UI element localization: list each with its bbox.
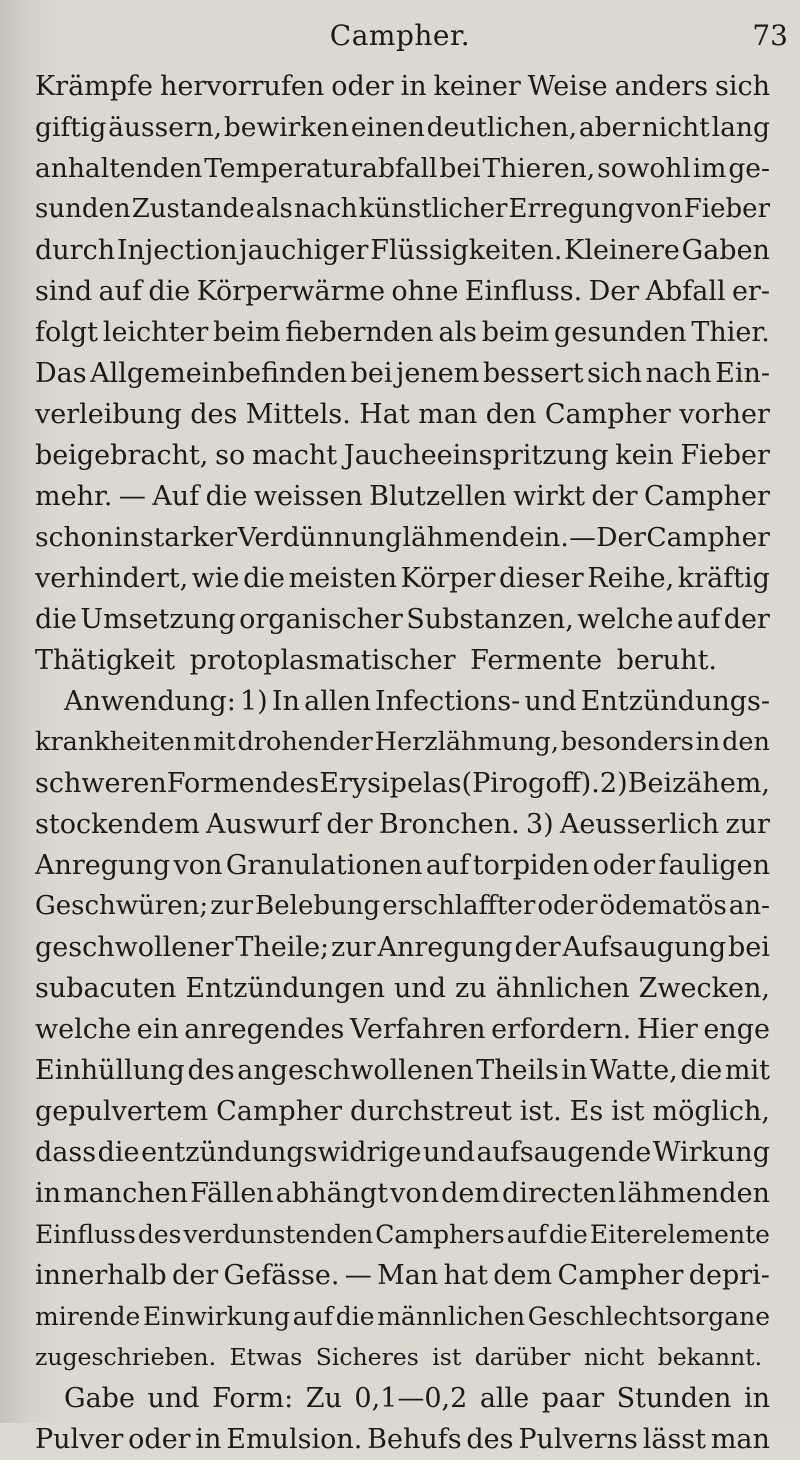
word: wirkt <box>513 481 585 512</box>
text-line <box>35 1214 770 1255</box>
word: er- <box>731 276 770 307</box>
word: die <box>335 1302 375 1331</box>
word: Zu <box>305 1383 342 1414</box>
word: macht <box>252 440 338 471</box>
text-line <box>35 517 770 558</box>
word: in <box>695 727 721 757</box>
word: kräftig <box>677 563 770 594</box>
text-line <box>35 271 770 312</box>
word: sind <box>35 276 93 307</box>
word: bei <box>728 932 770 963</box>
text-line <box>35 845 770 886</box>
word: Ein- <box>715 358 770 389</box>
text-line <box>35 1255 770 1296</box>
word: dass <box>35 1137 97 1168</box>
word: Aufsaugung <box>562 932 727 963</box>
word: verdunstenden <box>183 1220 374 1249</box>
word: Auf <box>152 481 200 512</box>
word: paar <box>541 1383 605 1414</box>
word: erschlaffter <box>382 891 536 921</box>
word: entzündungswidrige <box>141 1137 422 1168</box>
word: Man <box>377 1260 439 1291</box>
word: Hier <box>636 1014 698 1045</box>
text-line <box>35 148 770 189</box>
word: aufsaugende <box>476 1137 652 1168</box>
word: allen <box>304 686 371 717</box>
word: ähnlichen <box>495 973 630 1004</box>
text-line: Thätigkeit protoplasmatischer Fermente beruht. <box>35 645 718 676</box>
word: in <box>743 1383 770 1414</box>
word: ge- <box>728 153 770 184</box>
word: — <box>344 1260 372 1291</box>
word: Erregung <box>508 194 635 224</box>
word: organischer <box>239 604 403 635</box>
word: die <box>549 1220 588 1249</box>
word: Wirkung <box>652 1137 770 1168</box>
word: auf <box>676 604 721 635</box>
text-line <box>35 1419 770 1460</box>
word: gesunden <box>554 317 687 348</box>
word: einen <box>350 112 425 143</box>
text-line <box>35 1050 770 1091</box>
word: Stunden <box>616 1383 732 1414</box>
word: verleibung <box>35 399 182 430</box>
word: zur <box>210 891 254 921</box>
word: (Pirogoff). <box>461 768 600 799</box>
page-number: 73 <box>752 19 788 52</box>
word: und <box>147 1383 200 1414</box>
word: Campher <box>557 1260 684 1291</box>
word: lang <box>711 112 770 143</box>
word: enge <box>703 1014 770 1045</box>
body-text <box>35 66 770 1460</box>
word: Anwendung: <box>64 686 236 717</box>
word: sich <box>587 358 643 389</box>
text-line <box>35 599 770 640</box>
word: ödematös <box>599 891 727 921</box>
word: sunden <box>35 194 131 224</box>
word: Eiterelemente <box>589 1220 770 1249</box>
word: auf <box>98 276 142 307</box>
word: zur <box>331 932 376 963</box>
word: die <box>97 1137 140 1168</box>
word: keiner <box>433 71 521 102</box>
word: zu <box>455 973 487 1004</box>
word: 2) <box>599 768 628 799</box>
word: In <box>271 686 300 717</box>
word: Gefässe. <box>223 1260 340 1291</box>
word: Substanzen, <box>406 604 574 635</box>
word: stockendem <box>35 809 200 840</box>
word: welche <box>35 1014 132 1045</box>
word: beigebracht, <box>35 440 209 471</box>
text-line <box>35 107 770 148</box>
word: zur <box>725 809 770 840</box>
word: Campher <box>216 1096 342 1127</box>
word: Hat <box>359 399 410 430</box>
word: schweren <box>35 768 167 799</box>
word: mehr. <box>35 481 113 512</box>
word: Der <box>588 276 640 307</box>
text-line <box>35 353 770 394</box>
word: Theils <box>476 1055 559 1086</box>
word: Verfahren <box>349 1014 486 1045</box>
word: verhindert, <box>35 563 189 594</box>
word: der <box>591 481 638 512</box>
word: von <box>635 194 683 224</box>
text-line <box>35 722 770 763</box>
word: Kleinere <box>564 235 680 266</box>
word: fauligen <box>658 850 770 881</box>
word: krankheiten <box>35 727 192 757</box>
word: beim <box>213 317 281 348</box>
word: Pulver <box>35 1424 124 1455</box>
word: ist <box>611 1096 645 1127</box>
word: erfordern. <box>491 1014 632 1045</box>
text-line <box>35 1009 770 1050</box>
word: torpiden <box>472 850 590 881</box>
word: Einwirkung <box>143 1302 291 1331</box>
text-line <box>35 435 770 476</box>
word: schon <box>35 522 114 553</box>
text-line <box>35 681 770 722</box>
word: in <box>195 1424 222 1455</box>
word: Behufs <box>367 1424 462 1455</box>
word: Erysipelas <box>319 768 462 799</box>
word: Belebung <box>255 891 381 921</box>
word: welche <box>577 604 674 635</box>
word: Zustande <box>131 194 255 224</box>
word: auf <box>425 850 470 881</box>
word: ein. <box>519 522 569 553</box>
word: deutlichen, <box>426 112 578 143</box>
word: und <box>524 686 577 717</box>
text-line <box>35 66 770 107</box>
word: dem <box>493 1260 553 1291</box>
word: auf <box>292 1302 334 1331</box>
text-line <box>35 476 770 517</box>
word: directen <box>502 1178 617 1209</box>
word: in <box>114 522 140 553</box>
word: männlichen <box>377 1302 526 1331</box>
word: Bronchen. <box>378 809 520 840</box>
word: Anregung <box>377 932 513 963</box>
word: Fieber <box>683 194 770 224</box>
word: Gaben <box>681 235 770 266</box>
word: Auswurf <box>205 809 321 840</box>
word: Entzündungen <box>185 973 386 1004</box>
word: 0,1—0,2 <box>354 1383 468 1414</box>
word: der <box>326 809 373 840</box>
word: Form: <box>212 1383 294 1414</box>
word: der <box>723 604 770 635</box>
text-line <box>35 1296 770 1337</box>
word: den <box>722 727 770 757</box>
word: der <box>172 1260 219 1291</box>
word: zähem, <box>672 768 770 799</box>
word: hervorrufen <box>159 71 325 102</box>
word: ohne <box>391 276 459 307</box>
word: Geschlechtsorgane <box>527 1302 770 1331</box>
word: die <box>680 1055 723 1086</box>
word: Blutzellen <box>369 481 507 512</box>
word: von <box>173 850 223 881</box>
word: drohender <box>237 727 373 757</box>
text-line: zugeschrieben. Etwas Sicheres ist darüber nicht bekannt. <box>35 1343 763 1371</box>
word: Watte, <box>590 1055 678 1086</box>
word: Aeusserlich <box>559 809 720 840</box>
word: von <box>390 1178 440 1209</box>
word: 3) <box>525 809 554 840</box>
word: oder <box>128 1424 191 1455</box>
word: Reihe, <box>587 563 675 594</box>
running-head <box>0 18 800 54</box>
word: Krämpfe <box>35 71 154 102</box>
word: als <box>438 317 477 348</box>
word: nach <box>293 194 358 224</box>
word: anregendes <box>184 1014 345 1045</box>
word: besonders <box>560 727 694 757</box>
word: als <box>255 194 293 224</box>
word: — <box>569 522 596 553</box>
word: mit <box>193 727 236 757</box>
word: Einhüllung <box>35 1055 185 1086</box>
word: des <box>190 399 238 430</box>
word: so <box>215 440 246 471</box>
word: Umsetzung <box>80 604 236 635</box>
word: des <box>466 1424 514 1455</box>
word: die <box>148 276 191 307</box>
word: manchen <box>63 1178 189 1209</box>
word: Mittels. <box>245 399 351 430</box>
word: sich <box>714 71 770 102</box>
word: Fällen <box>190 1178 274 1209</box>
word: in <box>561 1055 588 1086</box>
word: jauchiger <box>239 235 369 266</box>
word: Entzündungs- <box>580 686 770 717</box>
word: Körperwärme <box>196 276 386 307</box>
word: 1) <box>239 686 268 717</box>
word: Campher <box>544 399 671 430</box>
word: bessert <box>482 358 584 389</box>
word: anders <box>614 71 709 102</box>
word: des <box>187 1055 235 1086</box>
running-head-title: Campher. <box>329 19 471 52</box>
text-line <box>35 968 770 1009</box>
word: Temperaturabfall <box>204 153 438 184</box>
word: Emulsion. <box>226 1424 363 1455</box>
word: Theile; <box>235 932 330 963</box>
text-line <box>35 394 770 435</box>
word: Es <box>569 1096 604 1127</box>
word: auf <box>506 1220 547 1249</box>
word: Thieren, <box>482 153 596 184</box>
text-line <box>35 230 770 271</box>
word: äussern, <box>108 112 223 143</box>
word: nach <box>645 358 712 389</box>
word: Körper <box>400 563 496 594</box>
word: in <box>400 71 427 102</box>
text-line <box>35 1091 770 1132</box>
word: abhängt <box>275 1178 389 1209</box>
word: oder <box>592 850 656 881</box>
word: Allgemeinbefinden <box>90 358 348 389</box>
word: an- <box>728 891 770 921</box>
text-line <box>35 312 770 353</box>
word: alle <box>479 1383 530 1414</box>
word: und <box>422 1137 475 1168</box>
word: den <box>485 399 537 430</box>
word: Injection <box>116 235 238 266</box>
word: durchstreut <box>349 1096 512 1127</box>
word: Thier. <box>691 317 770 348</box>
word: des <box>137 1220 182 1249</box>
text-line <box>35 886 770 927</box>
text-line <box>35 558 770 599</box>
word: Granulationen <box>225 850 423 881</box>
word: die <box>243 563 286 594</box>
word: Pulverns <box>518 1424 638 1455</box>
word: aber <box>578 112 640 143</box>
text-line <box>35 189 770 230</box>
word: und <box>394 973 447 1004</box>
word: bei <box>350 358 393 389</box>
word: man <box>710 1424 770 1455</box>
word: Weise <box>527 71 608 102</box>
word: Bei <box>627 768 673 799</box>
word: vorher <box>679 399 770 430</box>
word: in <box>35 1178 62 1209</box>
word: meisten <box>288 563 397 594</box>
word: kein <box>615 440 674 471</box>
word: künstlicher <box>358 194 508 224</box>
word: jenem <box>396 358 480 389</box>
word: möglich, <box>652 1096 770 1127</box>
word: angeschwollenen <box>237 1055 474 1086</box>
word: starker <box>140 522 238 553</box>
word: Einfluss <box>35 1220 136 1249</box>
word: geschwollener <box>35 932 234 963</box>
word: Gabe <box>64 1383 135 1414</box>
word: bei <box>439 153 481 184</box>
word: des <box>272 768 320 799</box>
word: wie <box>191 563 240 594</box>
word: subacuten <box>35 973 177 1004</box>
word: Flüssigkeiten. <box>370 235 563 266</box>
word: der <box>514 932 561 963</box>
word: anhaltenden <box>35 153 203 184</box>
word: Zwecken, <box>638 973 770 1004</box>
word: folgt <box>35 317 99 348</box>
word: Campher <box>646 522 770 553</box>
word: ein <box>136 1014 179 1045</box>
word: ist. <box>519 1096 562 1127</box>
word: Camphers <box>375 1220 505 1249</box>
word: mit <box>724 1055 770 1086</box>
word: mirende <box>35 1302 141 1331</box>
word: gepulvertem <box>35 1096 209 1127</box>
text-line <box>35 763 770 804</box>
word: innerhalb <box>35 1260 167 1291</box>
word: oder <box>331 71 394 102</box>
text-line <box>35 1173 770 1214</box>
word: Verdünnung <box>237 522 402 553</box>
word: Der <box>596 522 646 553</box>
word: die <box>205 481 248 512</box>
word: Herzlähmung, <box>374 727 559 757</box>
word: Abfall <box>645 276 726 307</box>
word: Geschwüren; <box>35 891 209 921</box>
word: bewirken <box>223 112 350 143</box>
word: depri- <box>688 1260 770 1291</box>
word: weissen <box>253 481 363 512</box>
text-line <box>35 927 770 968</box>
word: durch <box>35 235 116 266</box>
text-line <box>35 1132 770 1173</box>
word: hat <box>443 1260 488 1291</box>
word: Jaucheeinspritzung <box>343 440 609 471</box>
word: fiebernden <box>285 317 434 348</box>
word: oder <box>537 891 598 921</box>
word: sowohl <box>597 153 691 184</box>
word: leichter <box>102 317 209 348</box>
word: — <box>118 481 146 512</box>
word: lähmenden <box>618 1178 770 1209</box>
word: dieser <box>499 563 584 594</box>
word: im <box>692 153 727 184</box>
word: Infections- <box>375 686 521 717</box>
word: die <box>35 604 77 635</box>
word: nicht <box>641 112 710 143</box>
word: lähmend <box>402 522 519 553</box>
word: Fieber <box>680 440 770 471</box>
word: lässt <box>642 1424 707 1455</box>
word: dem <box>441 1178 500 1209</box>
word: Campher <box>643 481 770 512</box>
word: Das <box>35 358 87 389</box>
word: beim <box>481 317 550 348</box>
text-line <box>35 804 770 845</box>
word: man <box>418 399 478 430</box>
text-line <box>35 1378 770 1419</box>
word: Einfluss. <box>464 276 583 307</box>
word: giftig <box>35 112 107 143</box>
word: Anregung <box>35 850 171 881</box>
word: Formen <box>166 768 273 799</box>
